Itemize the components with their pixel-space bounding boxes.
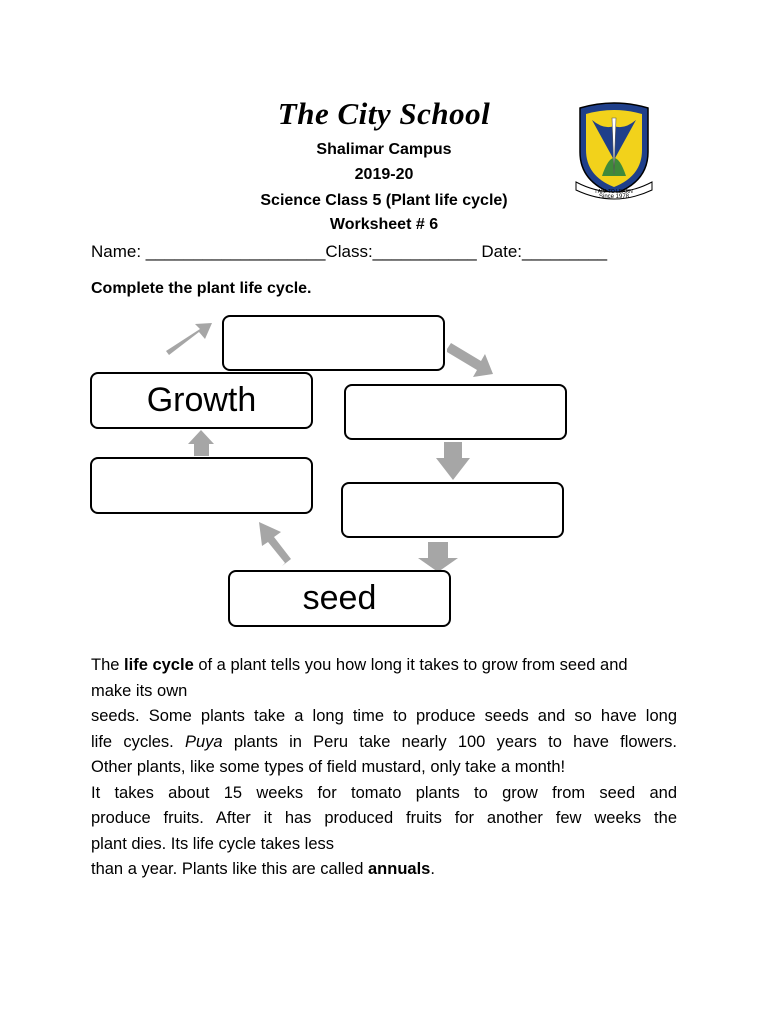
crest-motto: I AIM TO LEARN bbox=[595, 189, 633, 195]
para-line-4: life cycles. Puya plants in Peru take nearly 100 years to have flowers. bbox=[91, 732, 677, 751]
para-line-6: It takes about 15 weeks for tomato plants to grow from seed and bbox=[91, 783, 677, 802]
instruction-text: Complete the plant life cycle. bbox=[91, 280, 312, 297]
arrow-right-lower-to-bottom bbox=[418, 542, 458, 572]
name-class-date-line: Name: ___________________Class:___________ Date:_________ bbox=[91, 242, 608, 261]
life-cycle-paragraph bbox=[91, 653, 677, 883]
para-line-7: produce fruits. After it has produced fruits for another few weeks the bbox=[91, 809, 677, 827]
school-name: The City School bbox=[277, 96, 491, 131]
para-line-1: The life cycle of a plant tells you how long it takes to grow from seed and bbox=[91, 656, 628, 674]
subject-title: Science Class 5 (Plant life cycle) bbox=[260, 192, 508, 209]
cycle-box-right-upper bbox=[344, 384, 567, 440]
arrow-top-to-right bbox=[447, 343, 493, 377]
cycle-box-seed: seed bbox=[228, 570, 451, 627]
cycle-box-top bbox=[222, 315, 445, 371]
cycle-box-left-lower bbox=[90, 457, 313, 514]
para-line-5: Other plants, like some types of field mustard, only take a month! bbox=[91, 758, 566, 776]
academic-year: 2019-20 bbox=[354, 166, 414, 183]
arrow-left-to-top bbox=[166, 323, 212, 355]
arrow-lower-to-upper bbox=[188, 430, 214, 456]
cycle-box-growth: Growth bbox=[90, 372, 313, 429]
school-crest-icon bbox=[572, 100, 656, 208]
para-line-8: plant dies. Its life cycle takes less bbox=[91, 834, 335, 853]
para-line-2: make its own bbox=[91, 681, 188, 700]
logo-since-text: Since 1978 bbox=[598, 194, 630, 200]
worksheet-number: Worksheet # 6 bbox=[329, 216, 439, 233]
para-line-3: seeds. Some plants take a long time to produce seeds and so have long bbox=[91, 707, 677, 725]
arrow-bottom-to-left bbox=[259, 522, 291, 566]
cycle-box-right-lower bbox=[341, 482, 564, 538]
para-line-9: than a year. Plants like this are called annuals. bbox=[91, 860, 435, 878]
arrow-right-upper-to-lower bbox=[436, 442, 470, 480]
campus-name: Shalimar Campus bbox=[316, 141, 452, 158]
